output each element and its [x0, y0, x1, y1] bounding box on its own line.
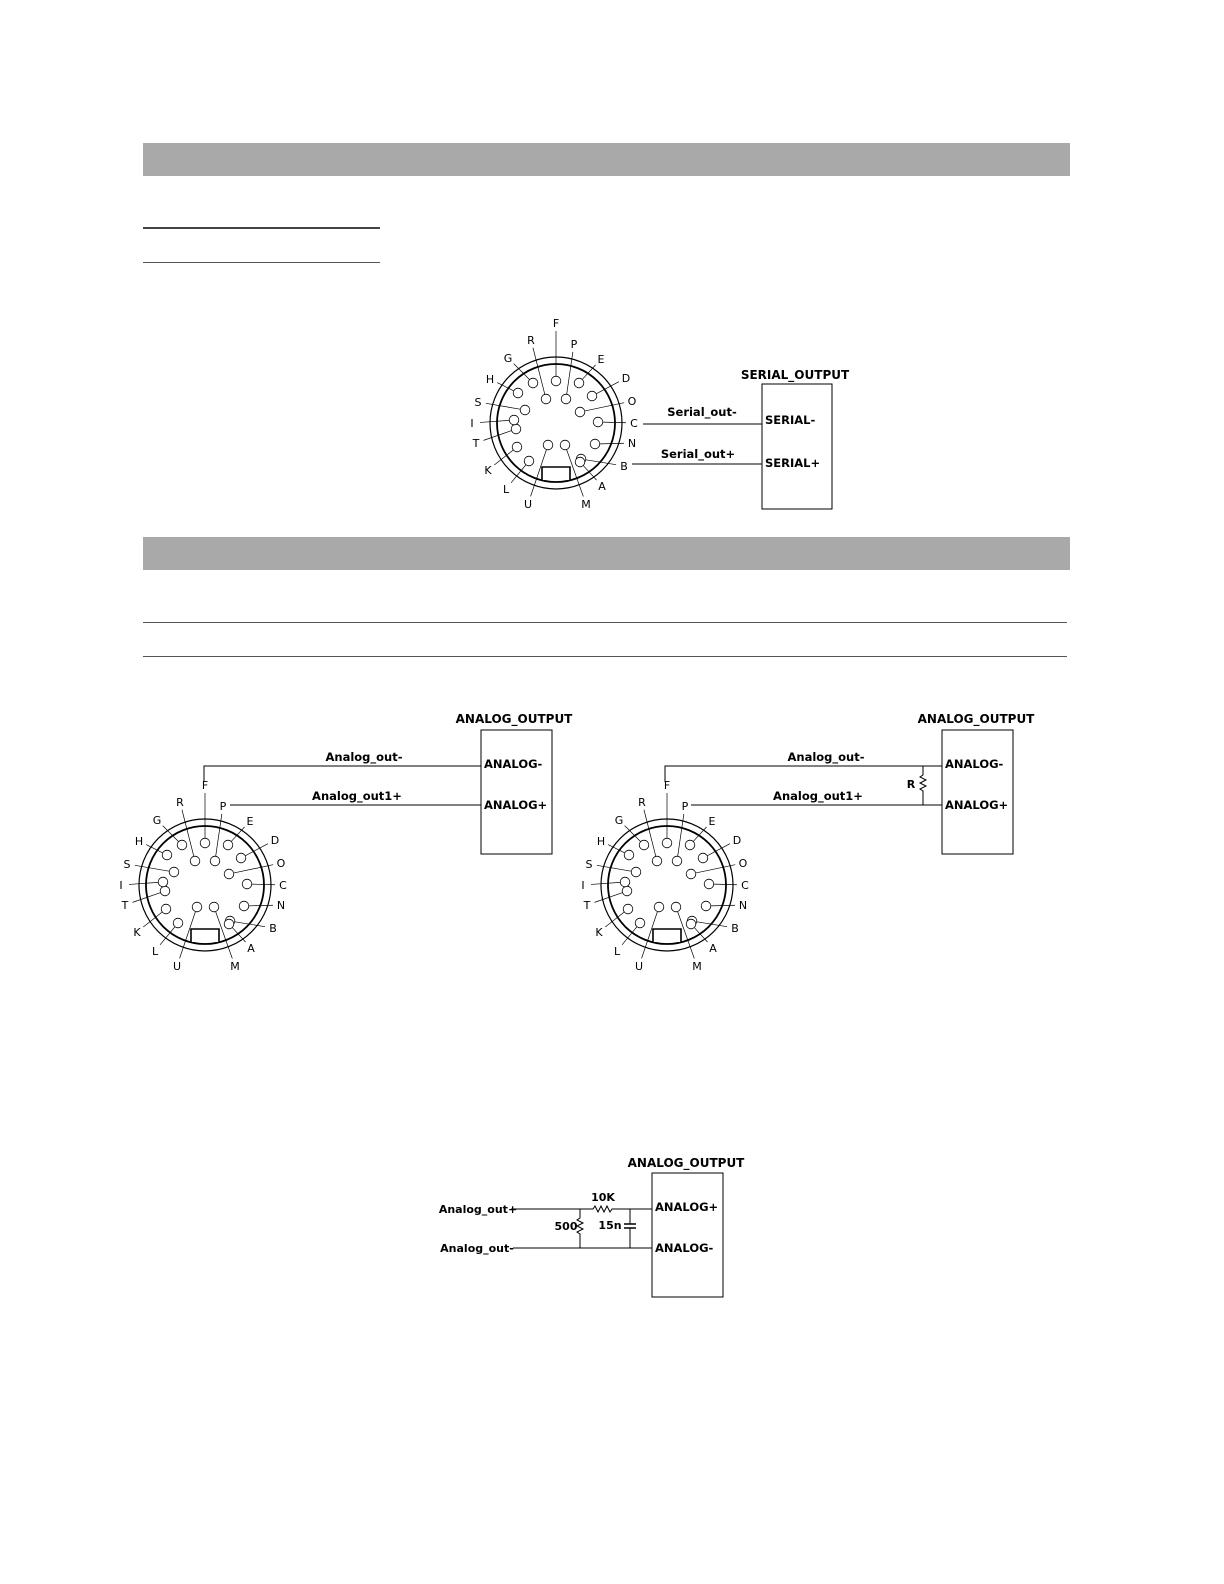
- serial-connector-pin-label-H: H: [485, 373, 495, 386]
- serial-connector-pin-hole-P: [561, 394, 571, 404]
- analog-left-wire-neg-label: Analog_out-: [325, 750, 403, 764]
- analog-right-block-title: ANALOG_OUTPUT: [917, 712, 1035, 726]
- analog-wiring-diagram-right: [0, 700, 1224, 990]
- serial-wiring-diagram: [0, 300, 1224, 530]
- serial-connector-pin-label-F: F: [552, 317, 560, 330]
- analog-left-pin-pos: ANALOG+: [484, 798, 548, 812]
- filter-series-resistor-label: 10K: [591, 1191, 615, 1204]
- analog-left-connector-pin-label-D: D: [270, 834, 280, 847]
- serial-connector-pin-label-T: T: [472, 437, 480, 450]
- analog-right-connector-pin-hole-C: [704, 879, 714, 889]
- serial-connector-pin-label-L: L: [502, 483, 510, 496]
- serial-connector-pin-hole-A: [575, 457, 585, 467]
- analog-right-pin-pos: ANALOG+: [945, 798, 1009, 812]
- serial-connector-pin-hole-G: [528, 378, 538, 388]
- filter-capacitor-label: 15n: [598, 1219, 622, 1232]
- analog-right-connector-pin-label-D: D: [732, 834, 742, 847]
- analog-right-connector-pin-label-G: G: [614, 814, 624, 827]
- analog-right-connector-pin-label-E: E: [708, 815, 716, 828]
- filter-input-pos-label: Analog_out+: [438, 1203, 518, 1216]
- serial-connector-pin-hole-M: [560, 440, 570, 450]
- filter-pin-neg: ANALOG-: [655, 1241, 714, 1255]
- analog-right-connector-pin-hole-R: [652, 856, 662, 866]
- analog-right-connector-pin-hole-I: [620, 877, 630, 887]
- filter-series-resistor: [511, 1206, 652, 1212]
- serial-connector-pin-hole-L: [524, 456, 534, 466]
- analog-left-connector-pin-label-U: U: [172, 960, 182, 973]
- serial-connector-pin-label-E: E: [597, 353, 605, 366]
- analog-right-connector-pin-label-B: B: [731, 922, 739, 935]
- serial-connector-pin-label-D: D: [621, 372, 631, 385]
- serial-pin-pos: SERIAL+: [765, 456, 821, 470]
- analog-right-connector-pin-label-L: L: [613, 945, 621, 958]
- analog-right-connector-pin-hole-S: [631, 867, 641, 877]
- analog-right-connector-pin-leader-I: [591, 882, 620, 884]
- serial-connector-pin-label-C: C: [630, 417, 638, 430]
- serial-output-block: [741, 368, 850, 509]
- analog-left-block-title: ANALOG_OUTPUT: [455, 712, 573, 726]
- analog-left-connector-pin-label-R: R: [176, 796, 184, 809]
- load-resistor-label: R: [906, 778, 916, 791]
- serial-pin-neg: SERIAL-: [765, 413, 816, 427]
- section-header-band-1: [143, 143, 1070, 176]
- analog-left-connector-pin-label-O: O: [276, 857, 286, 870]
- analog-right-connector-pin-hole-P: [672, 856, 682, 866]
- analog-right-wire-neg-label: Analog_out-: [787, 750, 865, 764]
- serial-connector-pin-label-A: A: [598, 480, 606, 493]
- serial-connector-pin-hole-R: [541, 394, 551, 404]
- analog-left-connector-pin-label-A: A: [247, 942, 255, 955]
- analog-right-connector-pin-label-H: H: [596, 835, 606, 848]
- serial-connector-pin-hole-F: [551, 376, 561, 386]
- serial-connector-pin-leader-O: [585, 403, 624, 411]
- serial-block-title: SERIAL_OUTPUT: [740, 368, 850, 382]
- analog-right-connector-pin-leader-N: [711, 905, 735, 906]
- serial-connector-pin-hole-D: [587, 391, 597, 401]
- filter-output-block: [628, 1156, 746, 1297]
- serial-connector-pin-label-R: R: [527, 334, 535, 347]
- analog-right-connector-key-notch: [653, 929, 681, 942]
- analog-left-connector-pin-label-H: H: [134, 835, 144, 848]
- filter-capacitor: [624, 1209, 636, 1248]
- serial-wire-pos-label: Serial_out+: [660, 447, 736, 461]
- analog-right-connector-pin-label-C: C: [741, 879, 749, 892]
- serial-connector-pin-label-B: B: [620, 460, 628, 473]
- analog-right-connector-pin-hole-F: [662, 838, 672, 848]
- serial-connector: [470, 317, 638, 511]
- serial-connector-pin-label-U: U: [523, 498, 533, 511]
- filter-input-neg-label: Analog_out-: [440, 1242, 514, 1255]
- filter-shunt-resistor: [577, 1209, 583, 1248]
- analog-left-connector-pin-label-I: I: [119, 879, 123, 892]
- serial-connector-pin-label-I: I: [470, 417, 474, 430]
- serial-connector-pin-hole-T: [511, 424, 521, 434]
- filter-pin-pos: ANALOG+: [655, 1200, 719, 1214]
- analog-left-connector-pin-label-C: C: [279, 879, 287, 892]
- analog-right-connector-pin-label-K: K: [595, 926, 603, 939]
- analog-right-connector-pin-hole-M: [671, 902, 681, 912]
- filter-shunt-resistor-label: 500: [554, 1220, 578, 1233]
- serial-wire-neg-label: Serial_out-: [667, 405, 737, 419]
- serial-connector-pin-hole-U: [543, 440, 553, 450]
- serial-connector-pin-hole-C: [593, 417, 603, 427]
- analog-right-connector-pin-label-S: S: [585, 858, 593, 871]
- serial-connector-pin-leader-I: [480, 420, 509, 422]
- section-rule-2a: [143, 622, 1067, 623]
- analog-right-wire-neg-line: [665, 766, 942, 782]
- analog-right-connector-pin-label-P: P: [681, 800, 689, 813]
- analog-right-pin-neg: ANALOG-: [945, 757, 1004, 771]
- serial-connector-pin-hole-I: [509, 415, 519, 425]
- serial-connector-pin-label-M: M: [581, 498, 591, 511]
- analog-right-connector-pin-label-U: U: [634, 960, 644, 973]
- analog-right-connector-pin-hole-N: [701, 901, 711, 911]
- analog-filter-diagram: [0, 1150, 1224, 1310]
- serial-connector-pin-label-O: O: [627, 395, 637, 408]
- analog-left-connector-pin-label-E: E: [246, 815, 254, 828]
- serial-connector-pin-label-S: S: [474, 396, 482, 409]
- analog-right-connector-pin-label-I: I: [581, 879, 585, 892]
- analog-left-connector-pin-label-M: M: [230, 960, 240, 973]
- serial-connector-pin-leader-S: [486, 403, 520, 409]
- analog-right-connector-pin-hole-E: [685, 840, 695, 850]
- analog-right-connector: [581, 779, 749, 973]
- analog-right-connector-pin-leader-S: [597, 865, 631, 871]
- section-rule-1a: [143, 227, 380, 229]
- load-resistor: [907, 766, 926, 805]
- analog-right-connector-pin-hole-G: [639, 840, 649, 850]
- analog-left-connector-pin-label-F: F: [201, 779, 209, 792]
- analog-left-connector-pin-label-N: N: [276, 899, 286, 912]
- analog-right-connector-pin-leader-O: [696, 865, 735, 873]
- serial-connector-pin-hole-S: [520, 405, 530, 415]
- analog-right-output-block: [918, 712, 1036, 854]
- serial-connector-pin-label-K: K: [484, 464, 492, 477]
- analog-right-connector-pin-hole-D: [698, 853, 708, 863]
- analog-right-connector-pin-label-T: T: [583, 899, 591, 912]
- serial-connector-pin-label-G: G: [503, 352, 513, 365]
- analog-right-connector-pin-hole-U: [654, 902, 664, 912]
- analog-right-connector-pin-label-R: R: [638, 796, 646, 809]
- analog-left-connector-pin-label-P: P: [219, 800, 227, 813]
- analog-left-connector-pin-label-S: S: [123, 858, 131, 871]
- serial-connector-pin-hole-O: [575, 407, 585, 417]
- analog-right-connector-pin-hole-L: [635, 918, 645, 928]
- serial-connector-pin-hole-E: [574, 378, 584, 388]
- filter-block-title: ANALOG_OUTPUT: [627, 1156, 745, 1170]
- analog-right-connector-pin-label-M: M: [692, 960, 702, 973]
- analog-right-connector-pin-hole-A: [686, 919, 696, 929]
- analog-right-connector-pin-label-O: O: [738, 857, 748, 870]
- analog-right-connector-pin-hole-T: [622, 886, 632, 896]
- section-rule-2b: [143, 656, 1067, 657]
- analog-right-connector-pin-label-F: F: [663, 779, 671, 792]
- serial-connector-pin-hole-N: [590, 439, 600, 449]
- analog-right-connector-pin-label-N: N: [738, 899, 748, 912]
- serial-connector-pin-hole-H: [513, 388, 523, 398]
- serial-connector-key-notch: [542, 467, 570, 480]
- analog-left-connector-pin-label-T: T: [121, 899, 129, 912]
- serial-connector-pin-label-P: P: [570, 338, 578, 351]
- analog-left-pin-neg: ANALOG-: [484, 757, 543, 771]
- analog-left-connector-pin-label-B: B: [269, 922, 277, 935]
- serial-connector-pin-hole-K: [512, 442, 522, 452]
- analog-right-connector-pin-label-A: A: [709, 942, 717, 955]
- section-rule-1b: [143, 262, 380, 263]
- analog-right-wire-pos-label: Analog_out1+: [773, 789, 863, 803]
- analog-right-connector-pin-hole-O: [686, 869, 696, 879]
- analog-left-wire-pos-label: Analog_out1+: [312, 789, 402, 803]
- analog-left-connector-pin-label-K: K: [133, 926, 141, 939]
- analog-right-connector-pin-hole-H: [624, 850, 634, 860]
- analog-right-connector-pin-hole-K: [623, 904, 633, 914]
- serial-connector-pin-leader-N: [600, 443, 624, 444]
- serial-connector-pin-label-N: N: [627, 437, 637, 450]
- analog-left-connector-pin-label-G: G: [152, 814, 162, 827]
- section-header-band-2: [143, 537, 1070, 570]
- analog-left-connector-pin-label-L: L: [151, 945, 159, 958]
